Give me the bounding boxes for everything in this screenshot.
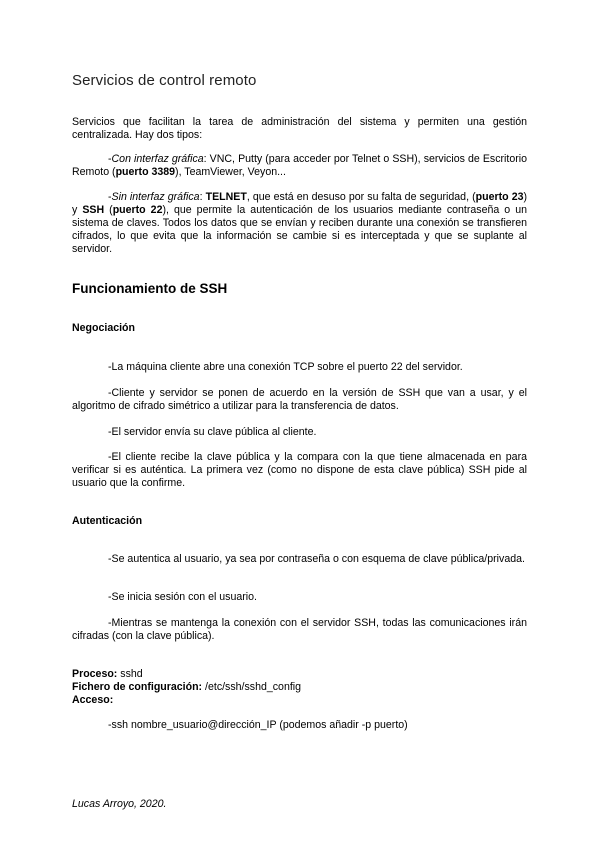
config-value: /etc/ssh/sshd_config [202,681,302,693]
author-signature: Lucas Arroyo, 2020. [72,798,167,810]
telnet-port: puerto 23 [475,191,524,203]
access-command: -ssh nombre_usuario@dirección_IP (podemos añadir -p puerto) [108,719,408,731]
page-title: Servicios de control remoto [72,72,257,89]
without-gui-paragraph [72,191,527,256]
ssh-port: puerto 22 [112,204,163,216]
telnet-label: TELNET [205,191,247,203]
with-gui-text-end: ), TeamViewer, Veyon... [175,166,286,178]
negotiation-title: Negociación [72,322,135,334]
process-line [72,668,527,681]
access-label: Acceso: [72,694,114,706]
with-gui-text: : VNC, Putty (para acceder por Telnet o SSH), servicios de Escritorio Remoto ( [72,153,527,178]
process-label: Proceso: [72,668,118,680]
authentication-title: Autenticación [72,515,143,527]
rdp-port: puerto 3389 [115,166,176,178]
config-label: Fichero de configuración: [72,681,203,693]
process-value: sshd [117,668,143,680]
access-line [72,694,527,707]
without-gui-label: Sin interfaz gráfica [111,191,200,203]
without-gui-text-1: , que está en desuso por su falta de seguridad, ( [246,191,476,203]
authentication-step: -Se inicia sesión con el usuario. [108,591,257,603]
without-gui-text-3: ( [104,204,113,216]
negotiation-step: -La máquina cliente abre una conexión TCP sobre el puerto 22 del servidor. [108,361,463,373]
with-gui-paragraph [72,153,527,179]
without-gui-text-4: ), que permite la autenticación de los usuarios mediante contraseña o un sistema de claves. Todos los datos que se envían y reciben durante una conexión se transfieren cifrados, lo que evita que la información se cambie si es interceptada y que se suplante al servidor. [72,204,527,255]
with-gui-dash: - [108,153,112,165]
intro-paragraph: Servicios que facilitan la tarea de administración del sistema y permiten una gestión centralizada. Hay dos tipos: [72,116,527,141]
ssh-section-title: Funcionamiento de SSH [72,281,228,296]
without-gui-sep: : [199,191,206,203]
negotiation-step: -El servidor envía su clave pública al cliente. [108,426,317,438]
ssh-label: SSH [82,204,105,216]
negotiation-step: -El cliente recibe la clave pública y la compara con la que tiene almacenada en para verificar si es auténtica. La primera vez (como no dispone de esta clave pública) SSH pide al usuario que la confirme. [72,451,527,489]
authentication-step: -Mientras se mantenga la conexión con el servidor SSH, todas las comunicaciones irán cifradas (con la clave pública). [72,617,527,642]
without-gui-dash: - [108,191,112,203]
negotiation-step: -Cliente y servidor se ponen de acuerdo en la versión de SSH que van a usar, y el algoritmo de cifrado simétrico a utilizar para la transferencia de datos. [72,387,527,412]
without-gui-text-2: ) y [72,191,528,216]
authentication-step: -Se autentica al usuario, ya sea por contraseña o con esquema de clave pública/privada. [108,553,525,565]
with-gui-label: Con interfaz gráfica [111,153,204,165]
config-line [72,681,527,694]
